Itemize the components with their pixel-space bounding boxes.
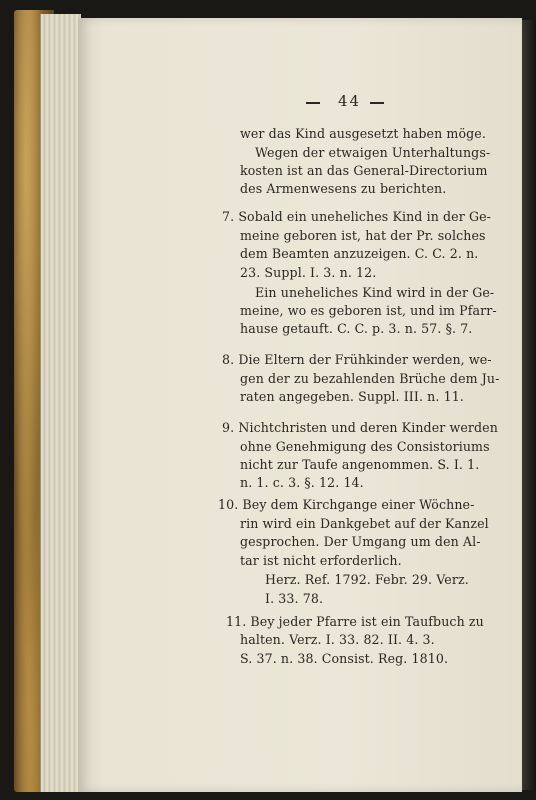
text-line: gesprochen. Der Umgang um den Al- <box>240 534 481 549</box>
text-line: 10. Bey dem Kirchgange einer Wöchne- <box>218 497 475 512</box>
text-line: I. 33. 78. <box>265 591 324 606</box>
page-edges <box>40 14 81 792</box>
text-line: halten. Verz. I. 33. 82. II. 4. 3. <box>240 632 435 647</box>
text-line: meine geboren ist, hat der Pr. solches <box>240 228 486 243</box>
text-line: kosten ist an das General-Directorium <box>240 163 488 178</box>
text-line: 9. Nichtchristen und deren Kinder werden <box>222 420 498 435</box>
text-line: 8. Die Eltern der Frühkinder werden, we- <box>222 352 492 367</box>
text-line: meine, wo es geboren ist, und im Pfarr- <box>240 303 497 318</box>
text-line: gen der zu bezahlenden Brüche dem Ju- <box>240 371 500 386</box>
text-line: nicht zur Taufe angenommen. S. I. 1. <box>240 457 480 472</box>
page-number: 44 <box>338 92 362 110</box>
text-line: Herz. Ref. 1792. Febr. 29. Verz. <box>265 572 469 587</box>
text-line: tar ist nicht erforderlich. <box>240 553 402 568</box>
text-line: 11. Bey jeder Pfarre ist ein Taufbuch zu <box>226 614 484 629</box>
text-line: rin wird ein Dankgebet auf der Kanzel <box>240 516 489 531</box>
text-line: raten angegeben. Suppl. III. n. 11. <box>240 389 464 404</box>
text-line: ohne Genehmigung des Consistoriums <box>240 439 490 454</box>
text-line: n. 1. c. 3. §. 12. 14. <box>240 475 364 490</box>
text-line: Wegen der etwaigen Unterhaltungs- <box>255 145 491 160</box>
text-line: 7. Sobald ein uneheliches Kind in der Ge- <box>222 209 492 224</box>
text-line: 23. Suppl. I. 3. n. 12. <box>240 265 377 280</box>
text-line: dem Beamten anzuzeigen. C. C. 2. n. <box>240 246 479 261</box>
page-text <box>80 0 524 800</box>
text-line: wer das Kind ausgesetzt haben möge. <box>240 126 486 141</box>
text-line: Ein uneheliches Kind wird in der Ge- <box>255 285 495 300</box>
text-line: hause getauft. C. C. p. 3. n. 57. §. 7. <box>240 321 473 336</box>
facing-page-edge <box>522 20 536 790</box>
header-rule-left <box>306 102 320 104</box>
text-line: S. 37. n. 38. Consist. Reg. 1810. <box>240 651 449 666</box>
text-line: des Armenwesens zu berichten. <box>240 181 447 196</box>
header-rule-right <box>370 102 384 104</box>
